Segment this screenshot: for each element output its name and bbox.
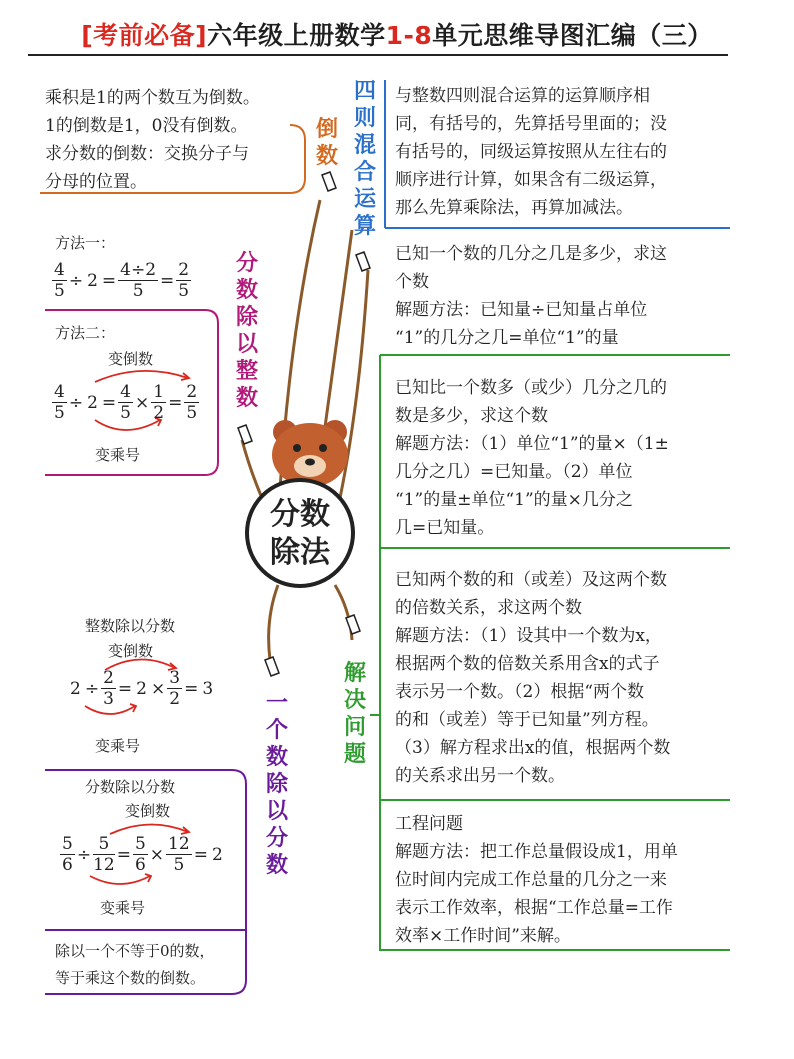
div-by-frac-rule xyxy=(55,938,215,992)
text-line: 乘积是1的两个数互为倒数。 xyxy=(45,88,260,108)
label-char: 算 xyxy=(353,214,376,239)
label-char: 四 xyxy=(353,79,376,104)
center-line1: 分数 xyxy=(270,497,330,532)
label-char: 倒 xyxy=(315,117,338,142)
int-bottom-note: 变乘号 xyxy=(95,737,141,755)
div-by-frac-label xyxy=(262,690,292,879)
text-line: 根据两个数的倍数关系用含x的式子 xyxy=(395,654,660,674)
label-char: 一 xyxy=(265,691,288,716)
text-line: “1”的几分之几=单位“1”的量 xyxy=(395,328,619,348)
text-line: 已知比一个数多（或少）几分之几的 xyxy=(395,378,667,398)
label-char: 运 xyxy=(353,187,376,212)
text-line: 那么先算乘除法，再算加减法。 xyxy=(395,198,633,218)
text-line: 表示工作效率，根据“工作总量=工作 xyxy=(395,898,673,918)
text-line: 求分数的倒数：交换分子与 xyxy=(45,144,249,164)
label-char: 则 xyxy=(353,106,376,131)
text-line: 等于乘这个数的倒数。 xyxy=(55,969,206,987)
hand-icon xyxy=(265,657,279,676)
problem-2 xyxy=(395,374,740,542)
label-char: 数 xyxy=(265,853,288,878)
text-line: 有括号的，同级运算按照从左往右的 xyxy=(395,142,667,162)
reciprocal-label xyxy=(312,116,342,170)
text-line: （3）解方程求出x的值，根据两个数 xyxy=(395,738,671,758)
fraction: $\frac{2}{5}$ xyxy=(178,260,190,301)
method2-top-note: 变倒数 xyxy=(108,350,154,368)
label-char: 数 xyxy=(315,144,338,169)
label-char: 合 xyxy=(353,160,376,185)
problems-label xyxy=(340,660,370,768)
label-char: 决 xyxy=(343,688,366,713)
reciprocal-text xyxy=(45,84,305,196)
method1-equation: $\frac{4}{5}$ ÷ 2 = $\frac{4\div 2}{5}$ = $\frac{2}{5}$ xyxy=(54,260,190,301)
text-line: 几=已知量。 xyxy=(395,518,495,538)
text-line: 同，有括号的，先算括号里面的；没 xyxy=(395,114,667,134)
text-line: 已知两个数的和（或差）及这两个数 xyxy=(395,570,667,590)
method2-equation: $\frac{4}{5}$ ÷ 2 = $\frac{4}{5}$ × $\frac{1}{2}$ = $\frac{2}{5}$ xyxy=(54,382,198,423)
frac-div-frac-equation: $\frac{5}{6}$ ÷ $\frac{5}{12}$ = $\frac{5}{6}$ × $\frac{12}{5}$ = 2 xyxy=(62,834,223,875)
frac-div-int-label xyxy=(232,250,262,412)
label-char: 以 xyxy=(265,799,288,824)
fraction: $\frac{4\div 2}{5}$ xyxy=(120,260,157,301)
text-line: 已知一个数的几分之几是多少，求这 xyxy=(395,244,667,264)
int-div-frac-title: 整数除以分数 xyxy=(85,617,176,635)
int-div-frac-equation: 2 ÷ $\frac{2}{3}$ = 2 × $\frac{3}{2}$ = 3 xyxy=(70,668,214,709)
hand-icon xyxy=(238,425,252,444)
frac-top-note: 变倒数 xyxy=(125,802,171,820)
title-main: 六年级上册数学 xyxy=(207,21,386,50)
text-line: 表示另一个数。（2）根据“两个数 xyxy=(395,682,645,702)
text-line: 分母的位置。 xyxy=(45,172,147,192)
text-line: 的和（或差）等于已知量”列方程。 xyxy=(395,710,659,730)
text-line: 个数 xyxy=(395,272,429,292)
four-ops-label xyxy=(350,78,380,240)
int-top-note: 变倒数 xyxy=(108,642,154,660)
frac-bottom-note: 变乘号 xyxy=(100,899,146,917)
label-char: 分 xyxy=(235,251,258,276)
frac-div-frac-title: 分数除以分数 xyxy=(85,778,176,796)
method1-title: 方法一： xyxy=(55,234,116,252)
text-line: 数是多少，求这个数 xyxy=(395,406,548,426)
fraction: $\frac{5}{6}$ xyxy=(134,834,146,875)
label-char: 个 xyxy=(265,718,288,743)
label-char: 数 xyxy=(265,745,288,770)
label-char: 整 xyxy=(235,359,258,384)
problem-4 xyxy=(395,810,740,950)
fraction: $\frac{5}{6}$ xyxy=(62,834,73,875)
text-line: 解题方法：已知量÷已知量占单位 xyxy=(395,300,648,320)
fraction: $\frac{1}{2}$ xyxy=(153,382,165,423)
fraction: $\frac{4}{5}$ xyxy=(120,382,131,423)
center-line2: 除法 xyxy=(270,535,330,570)
center-node xyxy=(245,478,355,588)
label-char: 问 xyxy=(343,715,366,740)
fraction: $\frac{3}{2}$ xyxy=(169,668,181,709)
fraction: $\frac{2}{3}$ xyxy=(103,668,114,709)
title-tag: [考前必备] xyxy=(81,21,208,50)
bear-mascot xyxy=(272,420,348,487)
four-ops-text xyxy=(395,82,740,222)
title-nums: 1-8 xyxy=(385,21,433,50)
problem-1 xyxy=(395,240,740,352)
label-char: 分 xyxy=(265,826,288,851)
text-line: 的关系求出另一个数。 xyxy=(395,766,565,786)
method2-title: 方法二： xyxy=(55,324,116,342)
text-line: 几分之几）=已知量。（2）单位 xyxy=(395,462,633,482)
hand-icon xyxy=(322,172,336,191)
label-char: 解 xyxy=(343,661,366,686)
text-line: 1的倒数是1，0没有倒数。 xyxy=(45,116,248,136)
fraction: $\frac{4}{5}$ xyxy=(54,260,65,301)
text-line: 解题方法：把工作总量假设成1，用单 xyxy=(395,842,678,862)
hand-icon xyxy=(346,615,360,634)
label-char: 除 xyxy=(265,772,288,797)
label-char: 数 xyxy=(235,278,258,303)
text-line: 工程问题 xyxy=(395,814,463,834)
label-char: 除 xyxy=(235,305,258,330)
title-tail: 单元思维导图汇编（三） xyxy=(432,21,713,50)
fraction: $\frac{5}{12}$ xyxy=(93,834,115,875)
fraction: $\frac{12}{5}$ xyxy=(168,834,190,875)
label-char: 数 xyxy=(235,386,258,411)
text-line: 解题方法：（1）设其中一个数为x， xyxy=(395,626,662,646)
text-line: 效率×工作时间”来解。 xyxy=(395,926,571,946)
method2-bottom-note: 变乘号 xyxy=(95,446,141,464)
text-line: 的倍数关系，求这两个数 xyxy=(395,598,582,618)
label-char: 以 xyxy=(235,332,258,357)
text-line: “1”的量±单位“1”的量×几分之 xyxy=(395,490,633,510)
text-line: 除以一个不等于0的数， xyxy=(55,942,215,960)
text-line: 位时间内完成工作总量的几分之一来 xyxy=(395,870,667,890)
fraction: $\frac{2}{5}$ xyxy=(186,382,198,423)
text-line: 与整数四则混合运算的运算顺序相 xyxy=(395,86,650,106)
text-line: 顺序进行计算，如果含有二级运算， xyxy=(395,170,667,190)
fraction: $\frac{4}{5}$ xyxy=(54,382,65,423)
problem-3 xyxy=(395,566,740,790)
hand-icon xyxy=(356,252,370,271)
label-char: 混 xyxy=(353,133,376,158)
label-char: 题 xyxy=(343,742,366,767)
text-line: 解题方法：（1）单位“1”的量×（1± xyxy=(395,434,669,454)
